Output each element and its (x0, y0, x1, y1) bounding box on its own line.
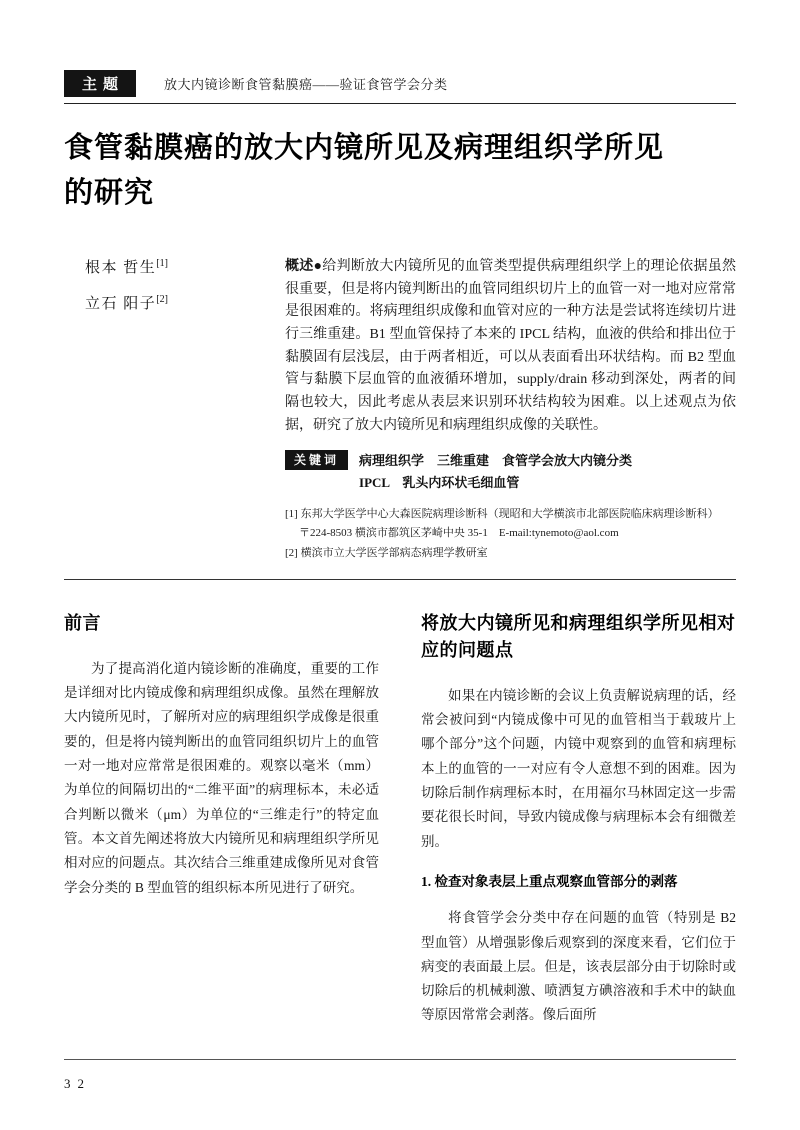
section-heading-problem: 将放大内镜所见和病理组织学所见相对应的问题点 (421, 612, 736, 660)
affiliation-1-address: 〒224-8503 横滨市都筑区茅崎中央 35-1 E-mail:tynemoto@aol.com (299, 527, 619, 540)
abstract (285, 256, 736, 437)
footer-divider (64, 1059, 736, 1060)
meta-row (64, 256, 736, 563)
author-2 (85, 292, 285, 313)
keywords-line-1: 病理组织学 三维重建 食管学会放大内镜分类 (359, 453, 633, 469)
abstract-column (285, 256, 736, 563)
keywords-tag: 关键词 (285, 450, 348, 470)
author-2-name: 立石 阳子 (85, 295, 157, 312)
problem-paragraph-2: 将食管学会分类中存在问题的血管（特别是 B2 型血管）从增强影像后观察到的深度来看，它们位于病变的表面最上层。但是，该表层部分由于切除时或切除后的机械刺激、喷洒复方碘溶液和手术中的缺血等原因常常会剥落。像后面所 (421, 910, 736, 1023)
abstract-text: 给判断放大内镜所见的血管类型提供病理组织学上的理论依据虽然很重要，但是将内镜判断出的血管同组织切片上的血管一对一地对应常常是很困难的。将病理组织成像和血管对应的一种方法是尝试将连续切片进行三维重建。B1 型血管保持了本来的 IPCL 结构，血液的供给和排出位于黏膜固有层浅层，由于两者相近，可以从表面看出环状结构。而 B2 型血管与黏膜下层血管的血液循环增加，supply/drain 移动到深处，两者的间隔也较大，因此考虑从表层来识别环状结构较为困难。以上述观点为依据，研究了放大内镜所见和病理组织成像的关联性。 (285, 258, 737, 433)
affiliation-2: [2] 横滨市立大学医学部病态病理学教研室 (285, 546, 488, 559)
keywords-block (285, 450, 736, 493)
abstract-bullet: ● (313, 258, 323, 274)
subsection-heading-1: 1. 检查对象表层上重点观察血管部分的剥落 (421, 873, 678, 889)
abstract-label: 概述 (285, 258, 314, 274)
author-1-affiliation-ref: [1] (156, 257, 168, 269)
theme-tag: 主题 (64, 70, 136, 97)
article-body (64, 604, 736, 1030)
column-left (64, 604, 379, 1030)
affiliation-1: [1] 东邦大学医学中心大森医院病理诊断科（现昭和大学横滨市北部医院临床病理诊断科） (285, 508, 719, 521)
keywords-line-2: IPCL 乳头内环状毛细血管 (359, 474, 520, 490)
author-1 (85, 256, 285, 277)
column-right (421, 604, 736, 1030)
page-header (64, 70, 736, 97)
article-title: 食管黏膜癌的放大内镜所见及病理组织学所见的研究 (64, 132, 665, 209)
page-number: 32 (64, 1076, 91, 1091)
author-1-name: 根本 哲生 (85, 259, 157, 276)
header-divider (64, 103, 736, 104)
problem-paragraph-1: 如果在内镜诊断的会议上负责解说病理的话，经常会被问到“内镜成像中可见的血管相当于载玻片上哪个部分”这个问题，内镜中观察到的血管和病理标本上的血管的一一对应有令人意想不到的困难。因为切除后制作病理标本时，在用福尔马林固定这一步需要花很长时间，导致内镜成像与病理标本会有细微差别。 (421, 687, 736, 849)
running-head: 放大内镜诊断食管黏膜癌——验证食管学会分类 (164, 77, 448, 92)
keywords-list (359, 450, 632, 493)
author-list (64, 256, 285, 563)
body-divider (64, 579, 736, 580)
section-heading-intro: 前言 (64, 612, 101, 633)
intro-paragraph: 为了提高消化道内镜诊断的准确度，重要的工作是详细对比内镜成像和病理组织成像。虽然在理解放大内镜所见时，了解所对应的病理组织学成像是很重要的，但是将内镜判断出的血管同组织切片上的血管一对一地对应常常是很困难的。观察以毫米（mm）为单位的间隔切出的“二维平面”的病理标本，未必适合判断以微米（μm）为单位的“三维走行”的特定血管。本文首先阐述将放大内镜所见和病理组织学所见相对应的问题点。其次结合三维重建成像所见对食管学会分类的 B 型血管的组织标本所见进行了研究。 (64, 660, 379, 895)
affiliations (285, 505, 736, 563)
author-2-affiliation-ref: [2] (156, 293, 168, 305)
